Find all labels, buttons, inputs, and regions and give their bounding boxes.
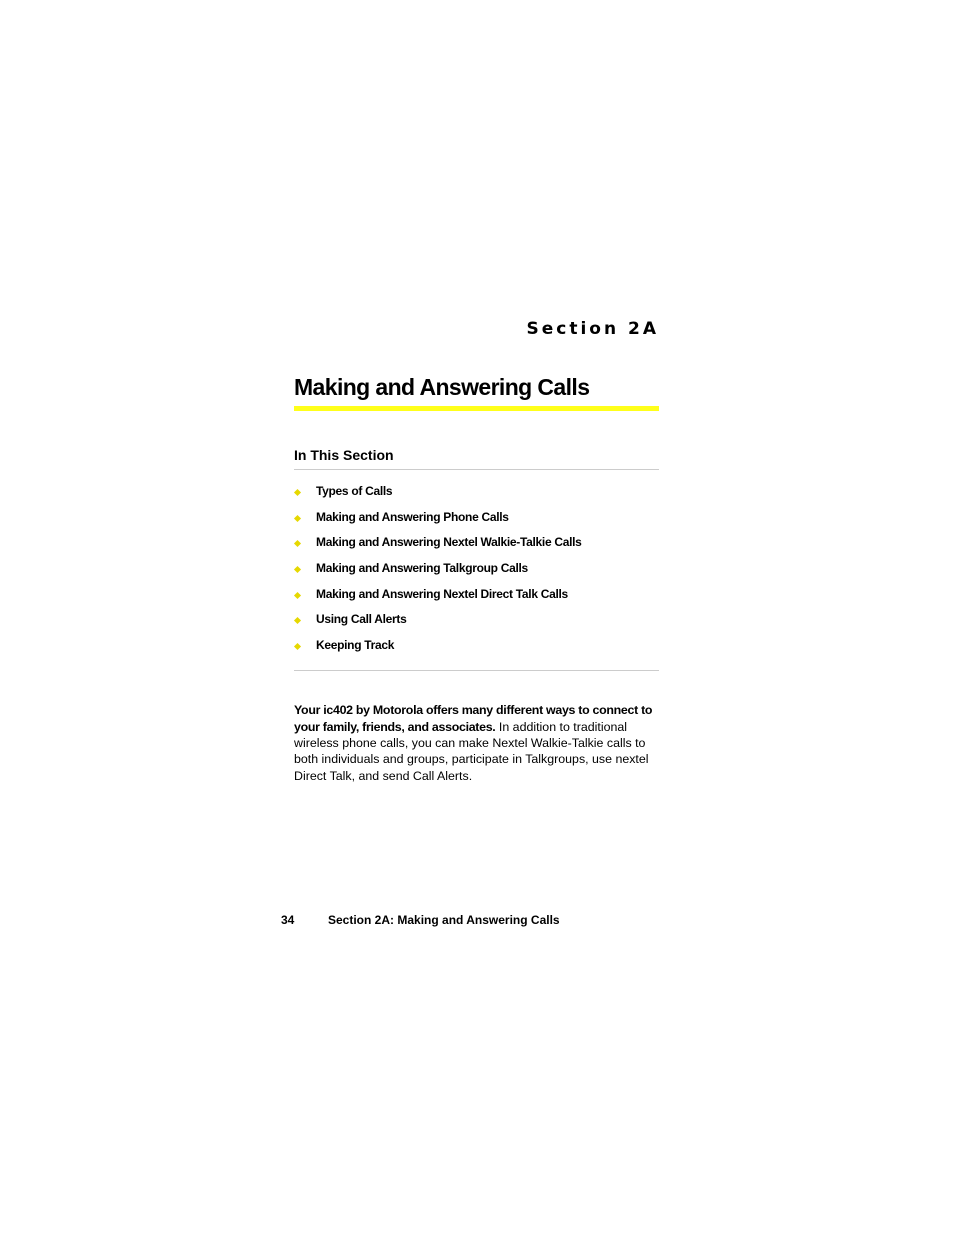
- page-title: Making and Answering Calls: [294, 374, 590, 400]
- list-item[interactable]: [294, 634, 659, 660]
- diamond-bullet-icon: [294, 566, 301, 573]
- list-item[interactable]: [294, 480, 659, 506]
- list-item-label: Making and Answering Talkgroup Calls: [316, 561, 528, 576]
- diamond-bullet-icon: [294, 592, 301, 599]
- list-item[interactable]: [294, 506, 659, 532]
- list-item-label: Types of Calls: [316, 484, 393, 498]
- diamond-bullet-icon: [294, 643, 301, 650]
- page-number: 34: [281, 913, 295, 927]
- divider-top: [294, 469, 659, 470]
- section-contents-list: [294, 480, 659, 660]
- list-item-label: Making and Answering Nextel Walkie-Talkie Calls: [316, 535, 582, 550]
- section-label: Section 2A: [526, 319, 659, 339]
- list-item[interactable]: [294, 557, 659, 583]
- list-item[interactable]: [294, 583, 659, 609]
- running-head: Section 2A: Making and Answering Calls: [328, 913, 560, 927]
- intro-lead: Your ic402 by Motorola offers many different ways to connect to your family, friends, and associates.: [294, 703, 653, 734]
- diamond-bullet-icon: [294, 489, 301, 496]
- list-item[interactable]: [294, 608, 659, 634]
- divider-bottom: [294, 670, 659, 671]
- title-underline: [294, 406, 659, 411]
- list-item[interactable]: [294, 531, 659, 557]
- list-item-label: Using Call Alerts: [316, 612, 407, 627]
- diamond-bullet-icon: [294, 515, 301, 522]
- in-this-section-heading: In This Section: [294, 447, 394, 463]
- list-item-label: Keeping Track: [316, 638, 395, 653]
- diamond-bullet-icon: [294, 617, 301, 624]
- diamond-bullet-icon: [294, 540, 301, 547]
- intro-paragraph: [294, 702, 659, 783]
- list-item-label: Making and Answering Phone Calls: [316, 509, 509, 524]
- intro-body: In addition to traditional wireless phone calls, you can make Nextel Walkie-Talkie calls to both individuals and groups, participate in Talkgroups, use nextel Direct Talk, and send Call Alerts.: [294, 719, 649, 783]
- list-item-label: Making and Answering Nextel Direct Talk Calls: [316, 586, 568, 601]
